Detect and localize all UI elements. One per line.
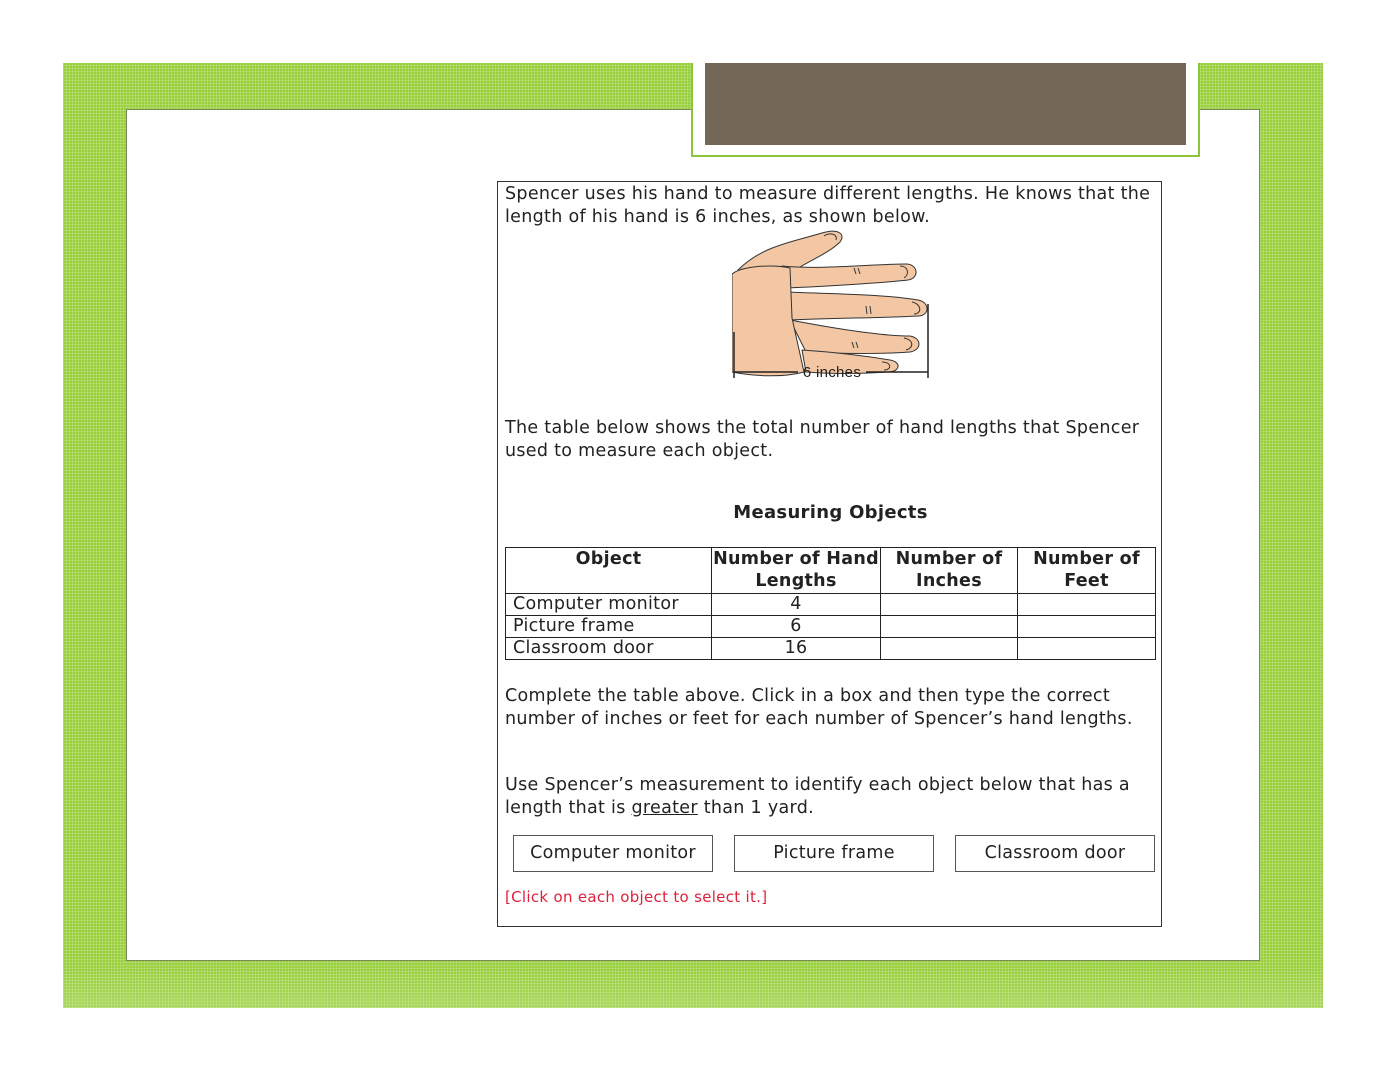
hand-lengths-cell: 16 (712, 638, 881, 660)
column-header-feet: Number of Feet (1018, 548, 1156, 594)
six-inches-label: 6 inches (802, 364, 862, 381)
inches-input-cell[interactable] (881, 638, 1018, 660)
feet-input-cell[interactable] (1018, 594, 1156, 616)
object-cell: Computer monitor (506, 594, 712, 616)
prompt-text-end: than 1 yard. (697, 797, 814, 818)
question-card (497, 181, 1162, 927)
table-row (506, 594, 1156, 616)
hand-illustration (732, 228, 932, 390)
measuring-objects-table (505, 547, 1156, 660)
table-title: Measuring Objects (733, 502, 928, 523)
inches-input-cell[interactable] (881, 616, 1018, 638)
title-bar (705, 63, 1186, 145)
table-intro-text: The table below shows the total number of hand lengths that Spencer used to measure each object. (505, 418, 1140, 461)
prompt-emphasis: greater (631, 797, 698, 818)
object-cell: Classroom door (506, 638, 712, 660)
choice-computer-monitor-button[interactable]: Computer monitor (513, 835, 713, 872)
choice-picture-frame-button[interactable]: Picture frame (734, 835, 934, 872)
table-row (506, 616, 1156, 638)
instructions-text: Complete the table above. Click in a box and then type the correct number of inches or feet for each number of Spencer’s hand lengths. (505, 686, 1133, 729)
feet-input-cell[interactable] (1018, 638, 1156, 660)
column-header-object: Object (506, 548, 712, 594)
intro-text: Spencer uses his hand to measure different lengths. He knows that the length of his hand is 6 inches, as shown below. (505, 184, 1151, 227)
prompt-text-start: Use Spencer’s measurement to identify each object below that has a length that is (505, 775, 1130, 818)
selection-prompt (505, 774, 1155, 819)
hand-lengths-cell: 4 (712, 594, 881, 616)
feet-input-cell[interactable] (1018, 616, 1156, 638)
column-header-hand-lengths: Number of Hand Lengths (712, 548, 881, 594)
column-header-inches: Number of Inches (881, 548, 1018, 594)
selection-hint: [Click on each object to select it.] (505, 888, 768, 906)
inches-input-cell[interactable] (881, 594, 1018, 616)
table-row (506, 638, 1156, 660)
title-placeholder (691, 63, 1200, 157)
hand-lengths-cell: 6 (712, 616, 881, 638)
object-cell: Picture frame (506, 616, 712, 638)
choice-classroom-door-button[interactable]: Classroom door (955, 835, 1155, 872)
